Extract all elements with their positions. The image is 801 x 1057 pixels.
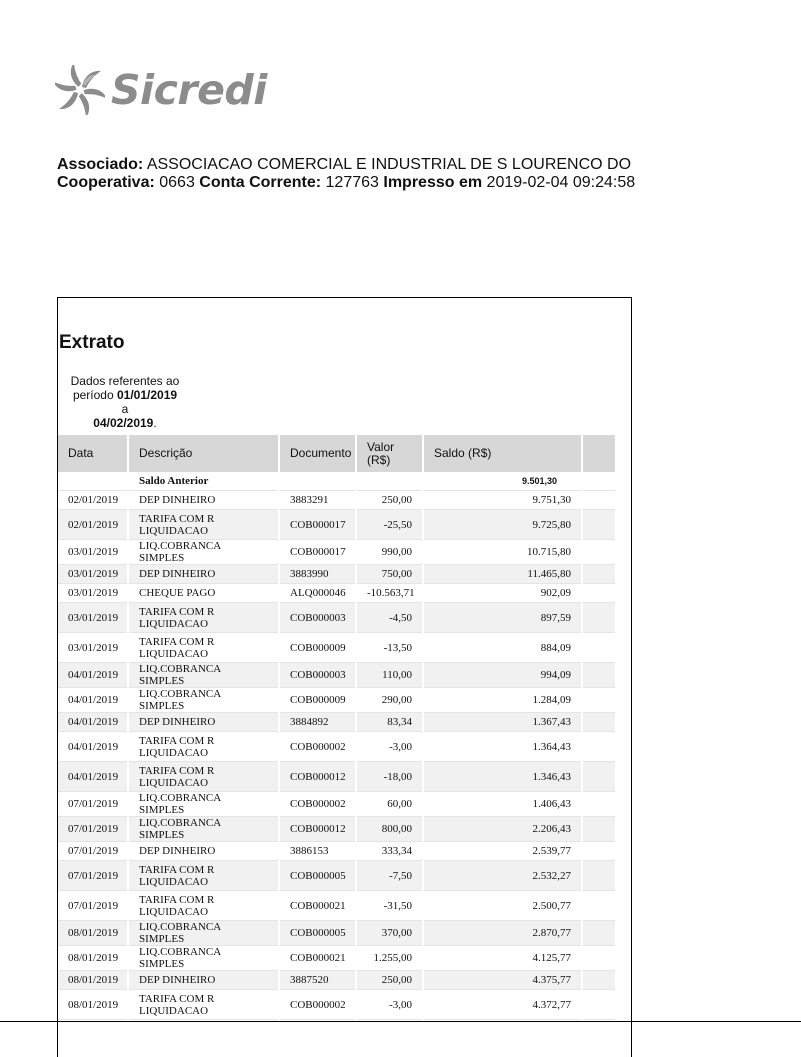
- cell-spacer: [582, 565, 616, 584]
- table-row: [58, 491, 616, 510]
- cell-documento: COB000002: [279, 990, 356, 1020]
- cell-spacer: [582, 792, 616, 817]
- cell-saldo: 902,09: [423, 584, 582, 603]
- cell-data: 08/01/2019: [58, 990, 128, 1020]
- table-row: [58, 540, 616, 565]
- cell-valor: 990,00: [356, 540, 423, 565]
- saldo-anterior-value: 9.501,30: [356, 472, 582, 491]
- cell-valor: -4,50: [356, 603, 423, 633]
- cell-valor: 250,00: [356, 491, 423, 510]
- cell-data: 03/01/2019: [58, 540, 128, 565]
- table-row: [58, 732, 616, 762]
- cell-valor: -3,00: [356, 732, 423, 762]
- cell-data: 07/01/2019: [58, 861, 128, 891]
- cell-data: 08/01/2019: [58, 946, 128, 971]
- cell-documento: COB000021: [279, 891, 356, 921]
- period-suffix: .: [153, 416, 157, 430]
- account-line: [57, 174, 635, 192]
- cell-descricao: DEP DINHEIRO: [128, 842, 279, 861]
- cell-saldo: 897,59: [423, 603, 582, 633]
- cell-data: 08/01/2019: [58, 971, 128, 990]
- cell-valor: -18,00: [356, 762, 423, 792]
- cell-descricao: LIQ.COBRANCA SIMPLES: [128, 688, 279, 713]
- table-row: [58, 946, 616, 971]
- cell-data: 04/01/2019: [58, 688, 128, 713]
- cell-data: 03/01/2019: [58, 565, 128, 584]
- impresso-value: 2019-02-04 09:24:58: [486, 174, 636, 191]
- table-row: [58, 842, 616, 861]
- cell-spacer: [582, 663, 616, 688]
- cell-spacer: [582, 688, 616, 713]
- cell-spacer: [582, 510, 616, 540]
- cell-spacer: [582, 762, 616, 792]
- cell-data: 08/01/2019: [58, 921, 128, 946]
- cell-descricao: LIQ.COBRANCA SIMPLES: [128, 946, 279, 971]
- cell-documento: COB000012: [279, 817, 356, 842]
- cell-valor: 60,00: [356, 792, 423, 817]
- cell-valor: -25,50: [356, 510, 423, 540]
- cell-documento: COB000002: [279, 732, 356, 762]
- col-header-spacer: [582, 435, 616, 472]
- cell-documento: COB000002: [279, 792, 356, 817]
- cell-descricao: TARIFA COM R LIQUIDACAO: [128, 990, 279, 1020]
- cell-saldo: 10.715,80: [423, 540, 582, 565]
- cell-saldo: 2.870,77: [423, 921, 582, 946]
- cell-saldo: 9.725,80: [423, 510, 582, 540]
- cell-data: 07/01/2019: [58, 792, 128, 817]
- cell-documento: 3884892: [279, 713, 356, 732]
- cell-descricao: TARIFA COM R LIQUIDACAO: [128, 603, 279, 633]
- cell-documento: COB000003: [279, 603, 356, 633]
- cell-saldo: 9.751,30: [423, 491, 582, 510]
- cell-saldo: 2.539,77: [423, 842, 582, 861]
- col-header-valor: Valor (R$): [356, 435, 423, 472]
- table-row: [58, 891, 616, 921]
- cell-spacer: [582, 817, 616, 842]
- cell-documento: COB000012: [279, 762, 356, 792]
- table-row: [58, 817, 616, 842]
- cell-descricao: DEP DINHEIRO: [128, 491, 279, 510]
- cell-descricao: DEP DINHEIRO: [128, 565, 279, 584]
- cell-valor: 1.255,00: [356, 946, 423, 971]
- table-header-row: [58, 435, 616, 472]
- cell-documento: COB000017: [279, 510, 356, 540]
- cell-data: 04/01/2019: [58, 663, 128, 688]
- table-row: [58, 565, 616, 584]
- cooperativa-label: Cooperativa:: [57, 174, 155, 191]
- cell-descricao: LIQ.COBRANCA SIMPLES: [128, 540, 279, 565]
- cell-valor: 370,00: [356, 921, 423, 946]
- cell-descricao: DEP DINHEIRO: [128, 713, 279, 732]
- cell-spacer: [582, 990, 616, 1020]
- col-header-documento: Documento: [279, 435, 356, 472]
- col-header-saldo: Saldo (R$): [423, 435, 582, 472]
- cell-saldo: 4.372,77: [423, 990, 582, 1020]
- cell-documento: 3883990: [279, 565, 356, 584]
- extrato-panel: [57, 297, 632, 1057]
- cell-valor: -31,50: [356, 891, 423, 921]
- cell-documento: COB000009: [279, 688, 356, 713]
- period-mid: a: [121, 402, 129, 416]
- cell-saldo: 1.364,43: [423, 732, 582, 762]
- cell-data: 04/01/2019: [58, 713, 128, 732]
- conta-label: Conta Corrente:: [199, 174, 322, 191]
- cell-descricao: TARIFA COM R LIQUIDACAO: [128, 633, 279, 663]
- table-row: [58, 633, 616, 663]
- cell-spacer: [582, 732, 616, 762]
- table-row: [58, 584, 616, 603]
- period-prefix: período: [72, 388, 114, 402]
- table-row: [58, 921, 616, 946]
- cell-documento: COB000021: [279, 946, 356, 971]
- cell-valor: 250,00: [356, 971, 423, 990]
- cell-saldo: 2.206,43: [423, 817, 582, 842]
- cell-descricao: LIQ.COBRANCA SIMPLES: [128, 663, 279, 688]
- cell-documento: 3883291: [279, 491, 356, 510]
- cell-saldo: 11.465,80: [423, 565, 582, 584]
- period-end: 04/02/2019: [93, 416, 154, 430]
- cell-documento: COB000003: [279, 663, 356, 688]
- saldo-anterior-row: [58, 472, 616, 491]
- cell-saldo: 4.375,77: [423, 971, 582, 990]
- cell-saldo: 994,09: [423, 663, 582, 688]
- cell-descricao: LIQ.COBRANCA SIMPLES: [128, 921, 279, 946]
- table-row: [58, 688, 616, 713]
- cell-descricao: TARIFA COM R LIQUIDACAO: [128, 891, 279, 921]
- table-row: [58, 510, 616, 540]
- cell-data: 02/01/2019: [58, 491, 128, 510]
- cell-saldo: 4.125,77: [423, 946, 582, 971]
- cell-valor: 290,00: [356, 688, 423, 713]
- cell-spacer: [582, 584, 616, 603]
- period-info: [68, 374, 182, 430]
- cooperativa-value: 0663: [159, 174, 195, 191]
- cell-spacer: [582, 891, 616, 921]
- saldo-anterior-label: Saldo Anterior: [128, 472, 356, 491]
- cell-valor: -10.563,71: [356, 584, 423, 603]
- cell-valor: -13,50: [356, 633, 423, 663]
- cell-spacer: [582, 861, 616, 891]
- statement-table: [58, 435, 617, 1020]
- period-line1: Dados referentes ao: [70, 374, 180, 388]
- cell-valor: 750,00: [356, 565, 423, 584]
- cell-spacer: [582, 633, 616, 663]
- cell-data: 07/01/2019: [58, 891, 128, 921]
- cell-data: 03/01/2019: [58, 633, 128, 663]
- cell-descricao: TARIFA COM R LIQUIDACAO: [128, 510, 279, 540]
- cell-data: 07/01/2019: [58, 817, 128, 842]
- associado-label: Associado:: [57, 156, 144, 173]
- cell-valor: 110,00: [356, 663, 423, 688]
- cell-documento: COB000017: [279, 540, 356, 565]
- cell-documento: COB000009: [279, 633, 356, 663]
- table-row: [58, 713, 616, 732]
- cell-saldo: 1.346,43: [423, 762, 582, 792]
- cell-data: 02/01/2019: [58, 510, 128, 540]
- cell-spacer: [582, 713, 616, 732]
- cell-spacer: [582, 946, 616, 971]
- cell-descricao: LIQ.COBRANCA SIMPLES: [128, 817, 279, 842]
- cell-data: 04/01/2019: [58, 732, 128, 762]
- col-header-data: Data: [58, 435, 128, 472]
- cell-documento: 3886153: [279, 842, 356, 861]
- cell-spacer: [582, 491, 616, 510]
- cell-descricao: TARIFA COM R LIQUIDACAO: [128, 762, 279, 792]
- cell-documento: 3887520: [279, 971, 356, 990]
- extrato-title: Extrato: [59, 332, 125, 353]
- cell-descricao: LIQ.COBRANCA SIMPLES: [128, 792, 279, 817]
- account-header: [57, 156, 635, 192]
- sicredi-logo-text: Sicredi: [111, 66, 267, 114]
- cell-documento: COB000005: [279, 921, 356, 946]
- table-row: [58, 762, 616, 792]
- cell-data: 07/01/2019: [58, 842, 128, 861]
- cell-valor: -7,50: [356, 861, 423, 891]
- cell-spacer: [582, 842, 616, 861]
- cell-valor: 83,34: [356, 713, 423, 732]
- cell-valor: 800,00: [356, 817, 423, 842]
- cell-saldo: 1.406,43: [423, 792, 582, 817]
- cell-saldo: 1.284,09: [423, 688, 582, 713]
- cell-spacer: [582, 603, 616, 633]
- cell-saldo: 884,09: [423, 633, 582, 663]
- associado-value: ASSOCIACAO COMERCIAL E INDUSTRIAL DE S LOURENCO DO: [146, 156, 632, 173]
- cell-data: 04/01/2019: [58, 762, 128, 792]
- cell-descricao: TARIFA COM R LIQUIDACAO: [128, 732, 279, 762]
- table-row: [58, 861, 616, 891]
- impresso-label: Impresso em: [383, 174, 483, 191]
- cell-descricao: DEP DINHEIRO: [128, 971, 279, 990]
- table-row: [58, 792, 616, 817]
- page-bottom-rule: [0, 1021, 801, 1022]
- cell-spacer: [582, 971, 616, 990]
- col-header-descricao: Descrição: [128, 435, 279, 472]
- cell-saldo: 2.532,27: [423, 861, 582, 891]
- cell-descricao: TARIFA COM R LIQUIDACAO: [128, 861, 279, 891]
- table-row: [58, 603, 616, 633]
- cell-data: 03/01/2019: [58, 603, 128, 633]
- cell-documento: COB000005: [279, 861, 356, 891]
- sicredi-pinwheel-icon: [55, 65, 105, 115]
- cell-spacer: [582, 921, 616, 946]
- table-row: [58, 990, 616, 1020]
- cell-data: 03/01/2019: [58, 584, 128, 603]
- cell-saldo: 1.367,43: [423, 713, 582, 732]
- conta-value: 127763: [325, 174, 379, 191]
- cell-spacer: [582, 540, 616, 565]
- cell-documento: ALQ000046: [279, 584, 356, 603]
- table-row: [58, 663, 616, 688]
- table-row: [58, 971, 616, 990]
- cell-valor: 333,34: [356, 842, 423, 861]
- cell-saldo: 2.500,77: [423, 891, 582, 921]
- sicredi-logo: [55, 62, 267, 118]
- cell-descricao: CHEQUE PAGO: [128, 584, 279, 603]
- cell-valor: -3,00: [356, 990, 423, 1020]
- associado-line: [57, 156, 635, 174]
- period-start: 01/01/2019: [116, 388, 178, 402]
